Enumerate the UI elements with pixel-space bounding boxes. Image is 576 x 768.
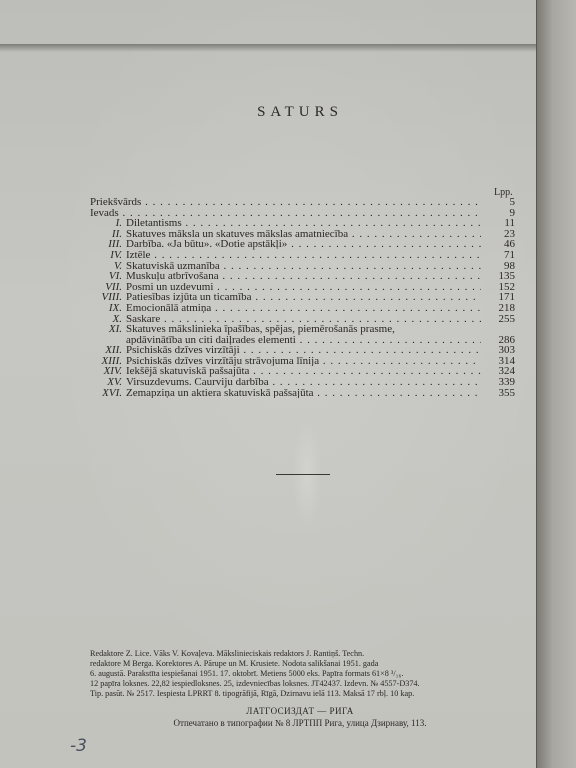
toc-entry-number: XII.: [105, 344, 122, 357]
toc-entry-page: 314: [498, 354, 515, 367]
toc-entry-title: Diletantisms . . .: [126, 218, 481, 229]
toc-entry-page: 355: [498, 386, 515, 399]
publisher-line: ЛАТГОСИЗДАТ — РИГА: [246, 706, 354, 716]
toc-entry-page: 5: [509, 196, 515, 208]
page-title: SATURS: [257, 104, 343, 120]
toc-entry: [90, 261, 515, 272]
toc-entry-title: Ievads . . .: [90, 208, 481, 219]
toc-entry: [90, 345, 515, 356]
toc-entry-page: 339: [498, 375, 515, 388]
toc-entry-title: Virsuzdevums. Caurviju darbība . . .: [126, 377, 481, 388]
toc-entry: [90, 292, 515, 303]
toc-entry-number: II.: [111, 227, 122, 240]
toc-entry-number: XIII.: [101, 354, 122, 367]
toc-entry: [90, 356, 515, 367]
toc-entry: [90, 197, 515, 208]
toc-entry: [90, 388, 515, 399]
section-divider: [276, 474, 330, 475]
toc-entry-title: Muskuļu atbrīvošana . . .: [126, 271, 481, 282]
handwritten-mark: -3: [70, 736, 87, 756]
toc-entry-page: 71: [504, 248, 515, 261]
toc-entry-number: XIV.: [103, 365, 122, 378]
colophon: [90, 649, 516, 699]
toc-entry-page: 286: [498, 333, 515, 346]
toc-entry-page: 255: [498, 312, 515, 325]
toc-entry: [90, 229, 515, 240]
toc-entry-title: Psichiskās dzīves virzītāju strāvojuma līnija . . .: [126, 356, 481, 367]
toc-entry-title: Saskare . . .: [126, 314, 481, 325]
toc-entry-number: VIII.: [101, 291, 122, 304]
toc-entry: [90, 208, 515, 219]
toc-entry: [90, 282, 515, 293]
toc-entry-page: 9: [509, 206, 515, 219]
toc-entry-title: Posmi un uzdevumi . . .: [126, 282, 481, 293]
toc-entry-number: V.: [113, 259, 122, 272]
toc-entry-title: Iztēle . . .: [126, 250, 481, 261]
toc-entry-page: 218: [498, 301, 515, 314]
toc-entry-number: IX.: [108, 301, 122, 314]
toc-entry-page: 303: [498, 344, 515, 357]
toc-entry-title: Skatuviskā uzmanība . . .: [126, 261, 481, 272]
toc-entry-number: X.: [112, 312, 122, 325]
toc-entry-page: 152: [498, 280, 515, 293]
toc-entry-page: 135: [498, 270, 515, 283]
colophon-line: Redaktore Z. Lice. Vāks V. Kovaļeva. Mākslinieciskais redaktors J. Rantiņš. Techn.: [90, 649, 365, 658]
paper-crease: [292, 420, 322, 530]
toc-entry-page: 171: [498, 291, 515, 304]
toc-entry-number: XI.: [108, 323, 122, 336]
toc-entry-title: Zemapziņa un aktiera skatuviskā pašsajūta . . .: [126, 388, 481, 399]
toc-entry-number: I.: [115, 217, 122, 230]
toc-entry-page: 324: [498, 365, 515, 378]
toc-entry-number: IV.: [110, 248, 122, 261]
toc-entry-title-continued: apdāvinātība un citi daiļrades elementi . . .: [126, 335, 481, 346]
toc-entry-title: Skatuves māksla un skatuves mākslas amatniecība . . .: [126, 229, 481, 240]
table-of-contents: [90, 197, 515, 398]
toc-entry: [90, 250, 515, 261]
toc-entry-title: Skatuves mākslinieka īpašības, spējas, piemērošanās prasme,: [126, 323, 395, 336]
toc-entry: [90, 303, 515, 314]
toc-entry: [90, 218, 515, 229]
toc-entry: [90, 239, 515, 250]
toc-entry-number: XVI.: [102, 386, 122, 399]
toc-entry-number: III.: [108, 238, 122, 251]
printer-line: Отпечатано в типографии № 8 ЛРТПП Рига, улица Дзирнаву, 113.: [173, 718, 427, 728]
toc-entry-title: Psichiskās dzīves virzītāji . . .: [126, 345, 481, 356]
toc-entry: [90, 377, 515, 388]
toc-entry-number: XV.: [107, 375, 122, 388]
toc-entry: [90, 324, 515, 345]
colophon-line: 12 papīra loksnes. 22,82 iespiedloksnes. 25, izdevniecības loksnes. JT42437. Izdevn. № 4557-D374.: [90, 679, 420, 688]
toc-entry-title: Priekšvārds . . .: [90, 197, 481, 208]
toc-entry-title: Iekšējā skatuviskā pašsajūta . . .: [126, 366, 481, 377]
colophon-line: Tip. pasūt. № 2517. Iespiesta LPRRT 8. tipogrāfijā, Rīgā, Dzirnavu ielā 113. Maksā 17 rbļ. 10 kap.: [90, 689, 415, 698]
toc-entry-page: 11: [504, 217, 515, 230]
toc-entry-title: Darbība. «Ja būtu». «Dotie apstākļi» . . .: [126, 239, 481, 250]
toc-entry-page: 23: [504, 227, 515, 240]
toc-entry: [90, 271, 515, 282]
page-column-label: Lpp.: [494, 187, 513, 198]
toc-entry-title: Patiesības izjūta un ticamība . . .: [126, 292, 481, 303]
toc-entry-title: Emocionālā atmiņa . . .: [126, 303, 481, 314]
colophon-line: redaktore M Berga. Korektores A. Pārupe un M. Krusiete. Nodota salikšanai 1951. gada: [90, 659, 379, 668]
toc-entry-number: VI.: [108, 270, 122, 283]
toc-entry: [90, 366, 515, 377]
page-shadow: [0, 44, 540, 52]
colophon-line: 6. augustā. Parakstīta iespiešanai 1951. 17. oktobrī. Metiens 5000 eks. Papīra formats 61×8 ³/₁₆.: [90, 669, 404, 678]
toc-entry-page: 98: [504, 259, 515, 272]
toc-entry-page: 46: [504, 238, 515, 251]
toc-entry-number: VII.: [105, 280, 122, 293]
